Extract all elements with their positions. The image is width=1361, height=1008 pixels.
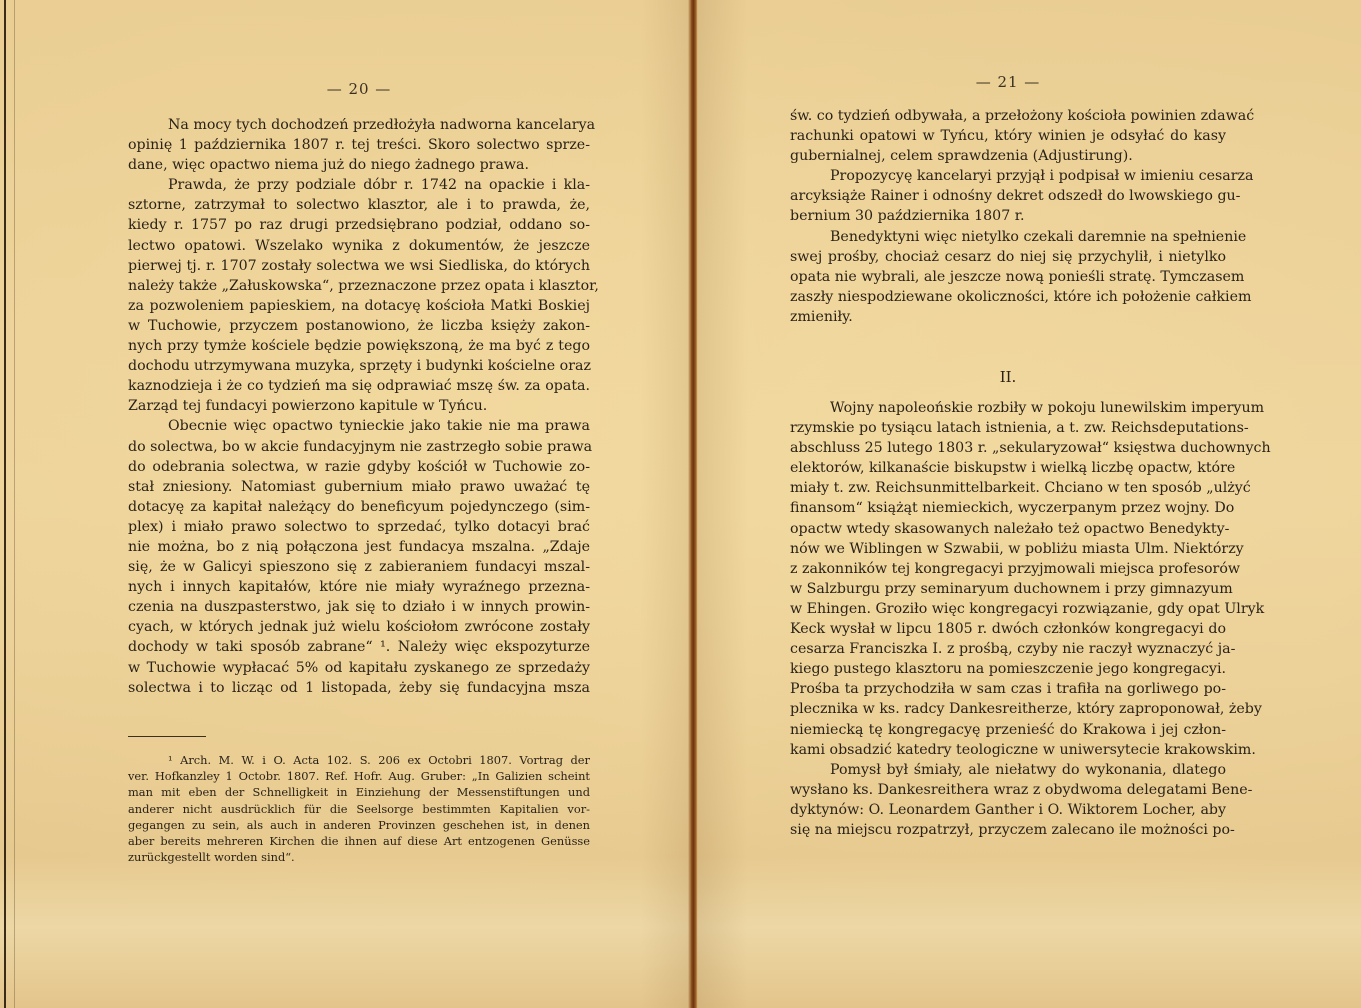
text-line: w Salzburgu przy seminaryum duchownem i przy gimnazyum: [790, 580, 1233, 597]
text-line: stał zniesiony. Natomiast gubernium miało prawo uważać tę: [128, 478, 590, 495]
footnote-line: ¹ Arch. M. W. i O. Acta 102. S. 206 ex Octobri 1807. Vortrag der: [168, 753, 590, 767]
text-line: nów we Wiblingen w Szwabii, w pobliżu miasta Ulm. Niektórzy: [790, 540, 1244, 557]
footnote-rule: [128, 736, 206, 737]
text-line: do odebrania solectwa, w razie gdyby kościół w Tuchowie zo-: [128, 458, 590, 475]
section-heading: II.: [999, 368, 1017, 386]
text-line: cyach, w których jednak już wielu kościołom zwrócone zostały: [128, 619, 590, 636]
page-number: — 21 —: [975, 73, 1041, 91]
page-edge-border: [4, 0, 6, 1008]
text-line: wysłano ks. Dankesreithera wraz z obydwoma delegatami Bene-: [790, 781, 1253, 798]
text-line: solectwa i to licząc od 1 listopada, żeby się fundacyjna msza: [128, 679, 590, 696]
text-line: opata nie wybrali, ale jeszcze nową ponieśli stratę. Tymczasem: [790, 268, 1245, 285]
left-page: [128, 0, 599, 1008]
text-line: Na mocy tych dochodzeń przedłożyła nadworna kancelarya: [168, 117, 596, 133]
text-line: Wojny napoleońskie rozbiły w pokoju lunewilskim imperyum: [830, 400, 1265, 416]
text-line: św. co tydzień odbywała, a przełożony kościoła powinien zdawać: [790, 108, 1255, 124]
text-line: sztorne, zatrzymał to solectwo klasztor, ale i to prawda, że,: [128, 197, 590, 214]
footnote-line: zurückgestellt worden sind“.: [128, 850, 295, 865]
text-line: z zakonników tej kongregacyi przyjmowali miejsca profesorów: [790, 560, 1241, 577]
footnote-line: aber bereits mehreren Kirchen die ihnen auf diese Art entzogenen Genüsse: [128, 833, 590, 848]
text-line: się na miejscu rozpatrzył, przyczem zalecano ile możności po-: [790, 821, 1235, 838]
page-edge-line: [14, 0, 15, 1008]
text-line: gubernialnej, celem sprawdzenia (Adjustirung).: [790, 148, 1133, 165]
text-line: Obecnie więc opactwo tynieckie jako takie nie ma prawa: [168, 418, 590, 435]
text-line: finansom“ książąt niemieckich, wyczerpanym przez wojny. Do: [790, 500, 1235, 517]
text-line: dochodu utrzymywana muzyka, sprzęty i budynki kościelne oraz: [128, 358, 591, 375]
gutter-shadow-right: [698, 0, 748, 1008]
text-line: kaznodzieja i że co tydzień ma się odprawiać mszę św. za opata.: [128, 378, 590, 395]
text-line: Zarząd tej fundacyi powierzono kapitule w Tyńcu.: [128, 398, 488, 415]
text-line: nych i innych kapitałów, które nie miały wyraźnego przezna-: [128, 579, 590, 596]
gutter-shadow-left: [640, 0, 690, 1008]
text-line: Prośba ta przychodziła w sam czas i trafiła na gorliwego po-: [790, 681, 1226, 698]
text-line: nie można, bo z nią połączona jest fundacya mszalna. „Zdaje: [128, 538, 590, 555]
text-line: Prawda, że przy podziale dóbr r. 1742 na opackie i kla-: [168, 177, 590, 194]
text-line: elektorów, kilkanaście biskupstw i wielką liczbę opactw, które: [790, 460, 1236, 477]
footnote: [128, 752, 590, 865]
footnote-line: ver. Hofkanzley 1 Octobr. 1807. Ref. Hofr. Aug. Gruber: „In Galizien scheint: [128, 769, 590, 784]
text-line: w Tuchowie, przyczem postanowiono, że liczba księży zakon-: [128, 317, 590, 334]
text-line: dyktynów: O. Leonardem Ganther i O. Wiktorem Locher, aby: [790, 801, 1226, 818]
text-line: kiego pustego klasztoru na pomieszczenie jego kongregacyi.: [790, 661, 1226, 678]
text-line: dane, więc opactwo niema już do niego żadnego prawa.: [128, 157, 530, 174]
right-page: [790, 0, 1271, 1008]
text-line: w Tuchowie wypłacać 5% od kapitału zyskanego ze sprzedaży: [128, 659, 590, 676]
text-line: w Ehingen. Groziło więc kongregacyi rozwiązanie, gdy opat Ulryk: [790, 600, 1265, 617]
text-line: opinię 1 października 1807 r. tej treści. Skoro solectwo sprze-: [128, 137, 590, 154]
right-page-body-part2: [790, 398, 1271, 840]
text-line: Benedyktyni więc nietylko czekali daremnie na spełnienie: [830, 228, 1247, 245]
footnote-line: anderer nicht ausdrücklich für die Seelsorge bestimmten Kapitalien vor-: [128, 801, 590, 816]
text-line: zmieniły.: [790, 308, 853, 325]
text-line: nych przy tymże kościele będzie powiększoną, że ma być z tego: [128, 338, 590, 355]
footnote-line: gegangen zu sein, als auch in anderen Provinzen geschehen ist, in denen: [128, 817, 590, 832]
left-page-body: [128, 115, 599, 698]
text-line: się, że w Galicyi spieszono się z zabieraniem fundacyi mszal-: [128, 559, 590, 576]
text-line: dotacyę za kapitał należący do beneficyum pojedynczego (sim-: [128, 498, 590, 515]
text-line: pierwej tj. r. 1707 zostały solectwa we wsi Siedliska, do których: [128, 257, 590, 274]
text-line: rachunki opatowi w Tyńcu, który winien je odsyłać do kasy: [790, 128, 1226, 145]
text-line: arcyksiąże Rainer i odnośny dekret odszedł do lwowskiego gu-: [790, 188, 1241, 205]
text-line: plecznika w ks. radcy Dankesreitherze, który zaproponował, żeby: [790, 701, 1262, 718]
text-line: bernium 30 października 1807 r.: [790, 208, 1025, 225]
text-line: swej prośby, chociaż cesarz do niej się przychylił, i nietylko: [790, 248, 1226, 265]
text-line: lectwo opatowi. Wszelako wynika z dokumentów, że jeszcze: [128, 237, 590, 254]
text-line: dochody w taki sposób zabrane“ ¹. Należy więc ekspozyturze: [128, 639, 590, 656]
text-line: abschluss 25 lutego 1803 r. „sekularyzował“ księstwa duchownych: [790, 440, 1271, 457]
text-line: rzymskie po tysiącu latach istnienia, a t. zw. Reichsdeputations-: [790, 420, 1249, 437]
text-line: zaszły niespodziewane okoliczności, które ich położenie całkiem: [790, 288, 1252, 305]
text-line: Keck wysłał w lipcu 1805 r. dwóch członków kongregacyi do: [790, 621, 1226, 638]
text-line: do solectwa, bo w akcie fundacyjnym nie zastrzegło sobie prawa: [128, 438, 593, 455]
text-line: za pozwoleniem papieskiem, na dotacyę kościoła Matki Boskiej: [128, 297, 590, 314]
text-line: kami obsadzić katedry teologiczne w uniwersytecie krakowskim.: [790, 741, 1256, 758]
text-line: miały t. zw. Reichsunmittelbarkeit. Chciano w ten sposób „ulżyć: [790, 480, 1251, 497]
page-number: — 20 —: [326, 80, 392, 98]
right-page-body-part1: [790, 106, 1255, 327]
text-line: niemiecką tę kongregacyę przenieść do Krakowa i jej człon-: [790, 721, 1226, 738]
text-line: Pomysł był śmiały, ale niełatwy do wykonania, dlatego: [830, 761, 1226, 778]
text-line: cesarza Franciszka I. z prośbą, czyby nie raczył wyznaczyć ja-: [790, 641, 1236, 658]
text-line: kiedy r. 1757 po raz drugi przedsiębrano podział, oddano so-: [128, 217, 590, 234]
text-line: należy także „Załuskowska“, przeznaczone przez opata i klasztor,: [128, 277, 599, 294]
text-line: czenia na duszpasterstwo, jak się to działo i w innych prowin-: [128, 599, 590, 616]
footnote-line: man mit eben der Schnelligkeit in Einziehung der Messenstiftungen und: [128, 785, 590, 800]
text-line: Propozycyę kancelaryi przyjął i podpisał w imieniu cesarza: [830, 168, 1254, 185]
book-gutter: [688, 0, 698, 1008]
text-line: opactw wtedy skasowanych należało też opactwo Benedykty-: [790, 520, 1230, 537]
text-line: plex) i miało prawo solectwo to sprzedać, tylko dotacyi brać: [128, 518, 590, 535]
